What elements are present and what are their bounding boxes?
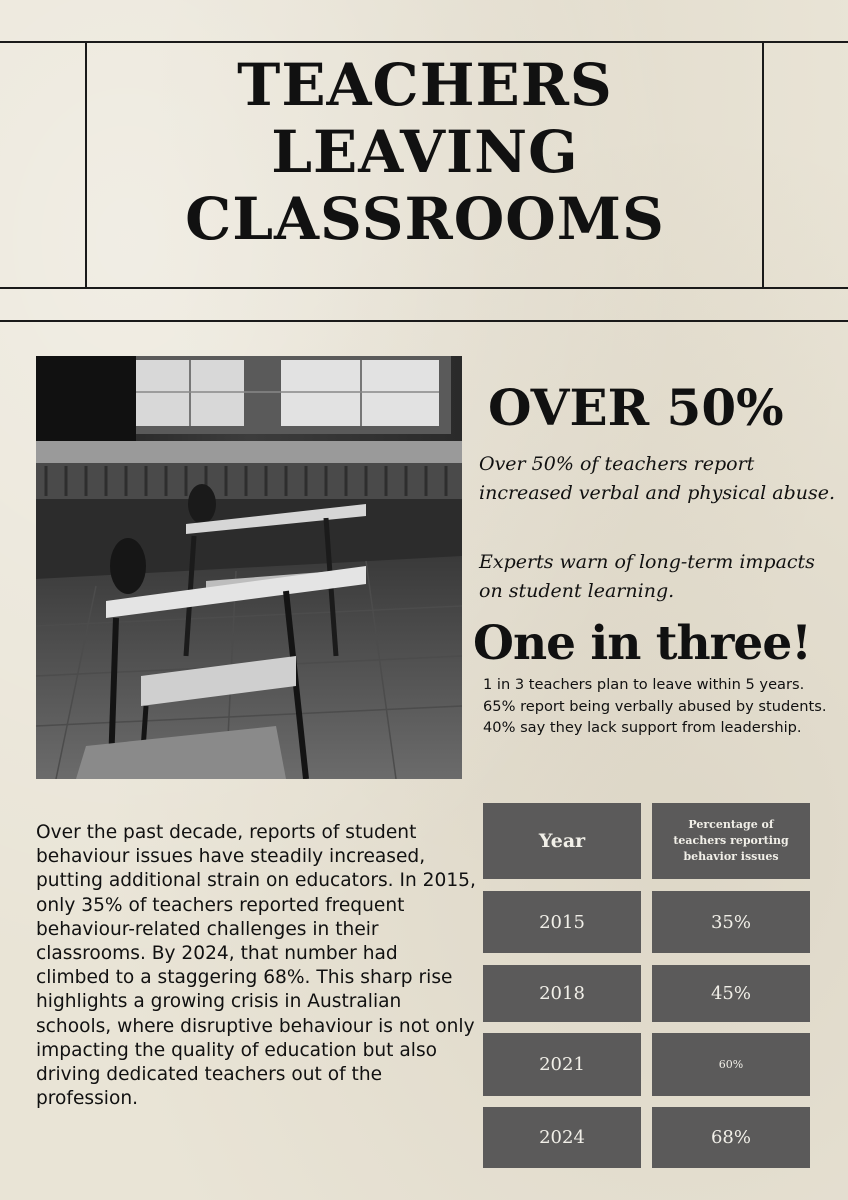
- table-cell-percentage: 68%: [652, 1107, 810, 1168]
- stat-list-item: 1 in 3 teachers plan to leave within 5 years.: [483, 676, 805, 693]
- title-right-rule: [762, 41, 764, 289]
- table-cell-percentage: 35%: [652, 891, 810, 953]
- stat-text-abuse: Over 50% of teachers report increased verbal and physical abuse.: [479, 453, 836, 504]
- stat-list: [483, 674, 828, 739]
- stat-list-item: 65% report being verbally abused by students.: [483, 697, 827, 715]
- title-line-1: TEACHERS: [237, 51, 613, 119]
- title-line-3: CLASSROOMS: [185, 185, 665, 253]
- table-cell-percentage: 45%: [652, 965, 810, 1022]
- table-cell-year: 2021: [483, 1033, 641, 1096]
- table-cell-year: 2024: [483, 1107, 641, 1168]
- table-cell-year: 2015: [483, 891, 641, 953]
- top-rule: [0, 41, 848, 43]
- classroom-desks-photo: [36, 356, 462, 779]
- table-cell-year: 2018: [483, 965, 641, 1022]
- stat-headline-over-50: OVER 50%: [488, 378, 784, 437]
- table-header-year: Year: [483, 803, 641, 879]
- section-rule: [0, 320, 848, 322]
- table-header-percentage: Percentage of teachers reporting behavior issues: [652, 803, 810, 879]
- body-paragraph: Over the past decade, reports of student behaviour issues have steadily increased, putting additional strain on educators. In 2015, only 35% of teachers reported frequent behaviour-related challenges in their classrooms. By 2024, that number had climbed to a staggering 68%. This sharp rise highlights a growing crisis in Australian schools, where disruptive behaviour is not only impacting the quality of education but also driving dedicated teachers out of the profession.: [36, 822, 476, 1110]
- title-line-2: LEAVING: [271, 118, 579, 186]
- page-title: [88, 52, 762, 253]
- title-bottom-rule: [0, 287, 848, 289]
- stat-headline-one-in-three: One in three!: [473, 616, 811, 671]
- stat-list-item: 40% say they lack support from leadership.: [483, 719, 802, 737]
- title-left-rule: [85, 41, 87, 289]
- table-cell-percentage: 60%: [652, 1033, 810, 1096]
- stat-text-impacts: Experts warn of long-term impacts on student learning.: [479, 551, 815, 602]
